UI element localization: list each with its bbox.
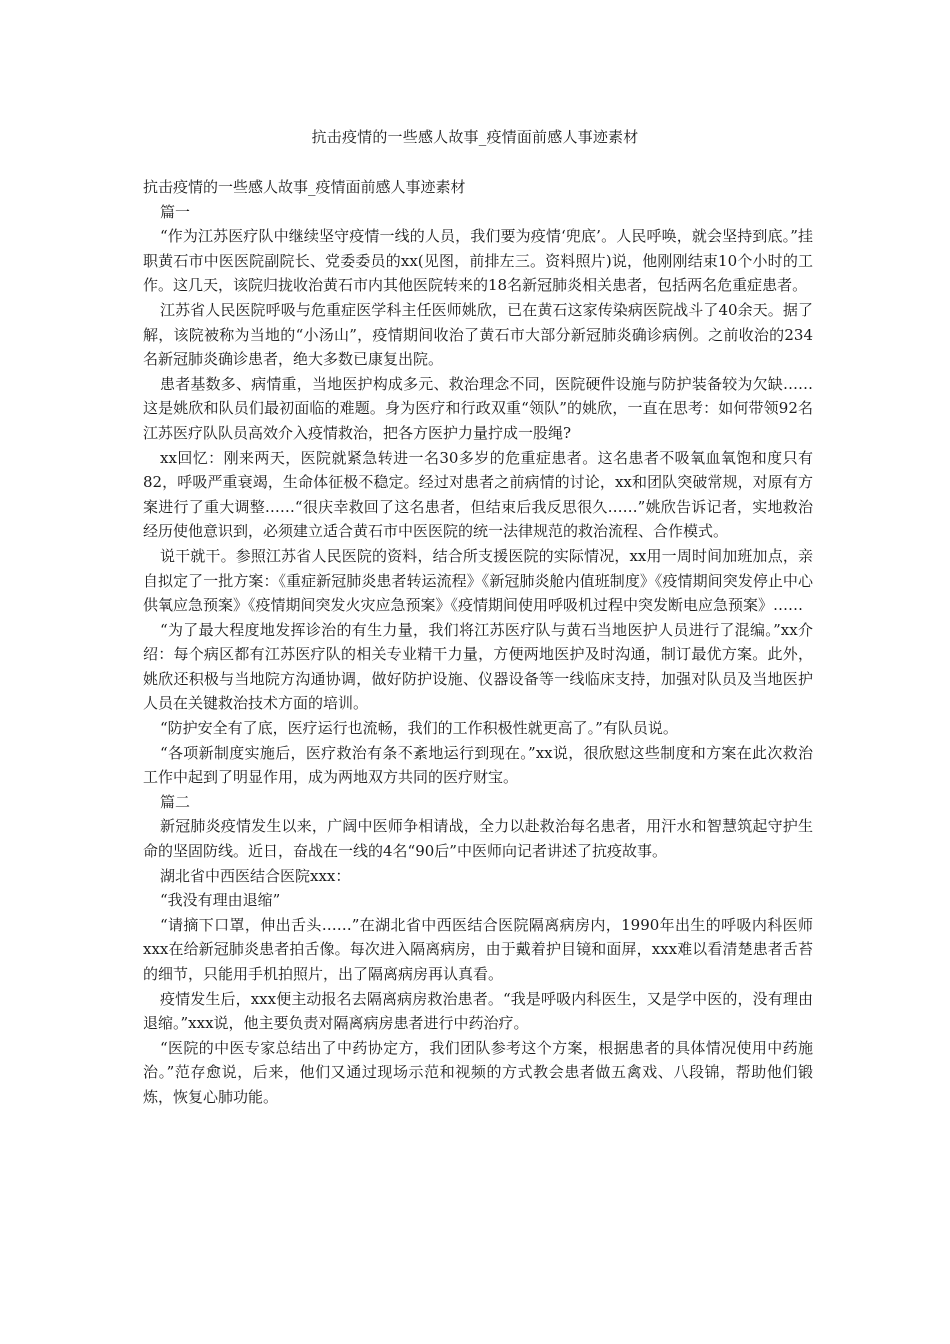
section-label: 篇二 xyxy=(160,792,191,811)
paragraph: “作为江苏医疗队中继续坚守疫情一线的人员，我们要为疫情‘兜底’。人民呼唤，就会坚持到底。”挂职黄石市中医医院副院长、党委委员的xx(见图，前排左三。资料照片)说，他刚刚结束10个小时的工作。这几天，该院归拢收治黄石市内其他医院转来的18名新冠肺炎相关患者，包括两名危重症患者。 xyxy=(143,227,813,295)
paragraph: “请摘下口罩，伸出舌头……”在湖北省中西医结合医院隔离病房内，1990年出生的呼吸内科医师xxx在给新冠肺炎患者拍舌像。每次进入隔离病房，由于戴着护目镜和面屏，xxx难以看清楚患者舌苔的细节，只能用手机拍照片，出了隔离病房再认真看。 xyxy=(143,915,813,983)
paragraph: “我没有理由退缩” xyxy=(160,891,281,910)
paragraph: “为了最大程度地发挥诊治的有生力量，我们将江苏医疗队与黄石当地医护人员进行了混编。”xx介绍：每个病区都有江苏医疗队的相关专业精干力量，方便两地医护及时沟通，制订最优方案。此外，姚欣还积极与当地院方沟通协调，做好防护设施、仪器设备等一线临床支持，加强对队员及当地医护人员在关键救治技术方面的培训。 xyxy=(143,620,813,713)
paragraph: 说干就干。参照江苏省人民医院的资料，结合所支援医院的实际情况，xx用一周时间加班加点，亲自拟定了一批方案：《重症新冠肺炎患者转运流程》《新冠肺炎舱内值班制度》《疫情期间突发停止中心供氧应急预案》《疫情期间突发火灾应急预案》《疫情期间使用呼吸机过程中突发断电应急预案》…… xyxy=(143,546,813,615)
paragraph: 患者基数多、病情重，当地医护构成多元、救治理念不同，医院硬件设施与防护装备较为欠缺……这是姚欣和队员们最初面临的难题。身为医疗和行政双重“领队”的姚欣，一直在思考：如何带领92名江苏医疗队队员高效介入疫情救治，把各方医护力量拧成一股绳? xyxy=(143,374,813,442)
paragraph: 疫情发生后，xxx便主动报名去隔离病房救治患者。“我是呼吸内科医生，又是学中医的，没有理由退缩。”xxx说，他主要负责对隔离病房患者进行中药治疗。 xyxy=(143,989,813,1033)
paragraph: “医院的中医专家总结出了中药协定方，我们团队参考这个方案，根据患者的具体情况使用中药施治。”范存愈说，后来，他们又通过现场示范和视频的方式教会患者做五禽戏、八段锦，帮助他们锻炼，恢复心肺功能。 xyxy=(143,1038,813,1106)
document-title: 抗击疫情的一些感人故事_疫情面前感人事迹素材 xyxy=(311,128,639,146)
paragraph: “防护安全有了底，医疗运行也流畅，我们的工作积极性就更高了。”有队员说。 xyxy=(160,719,678,738)
paragraph: 新冠肺炎疫情发生以来，广阔中医师争相请战，全力以赴救治每名患者，用汗水和智慧筑起守护生命的坚固防线。近日，奋战在一线的4名“90后”中医师向记者讲述了抗疫故事。 xyxy=(143,817,813,861)
document-body xyxy=(143,175,813,1110)
section-label: 篇一 xyxy=(160,202,191,221)
paragraph: 湖北省中西医结合医院xxx： xyxy=(160,866,351,885)
paragraph: “各项新制度实施后，医疗救治有条不紊地运行到现在。”xx说，很欣慰这些制度和方案在此次救治工作中起到了明显作用，成为两地双方共同的医疗财宝。 xyxy=(143,743,813,787)
paragraph-list xyxy=(143,200,813,1110)
paragraph: xx回忆：刚来两天，医院就紧急转进一名30多岁的危重症患者。这名患者不吸氧血氧饱和度只有82，呼吸严重衰竭，生命体征极不稳定。经过对患者之前病情的讨论，xx和团队突破常规，对原有方案进行了重大调整……“很庆幸救回了这名患者，但结束后我反思很久……”姚欣告诉记者，实地救治经历使他意识到，必须建立适合黄石市中医医院的统一法律规范的救治流程、合作模式。 xyxy=(143,448,813,541)
body-heading: 抗击疫情的一些感人故事_疫情面前感人事迹素材 xyxy=(143,178,466,196)
paragraph: 江苏省人民医院呼吸与危重症医学科主任医师姚欣，已在黄石这家传染病医院战斗了40余天。据了解，该院被称为当地的“小汤山”，疫情期间收治了黄石市大部分新冠肺炎确诊病例。之前收治的234名新冠肺炎确诊患者，绝大多数已康复出院。 xyxy=(143,300,813,369)
